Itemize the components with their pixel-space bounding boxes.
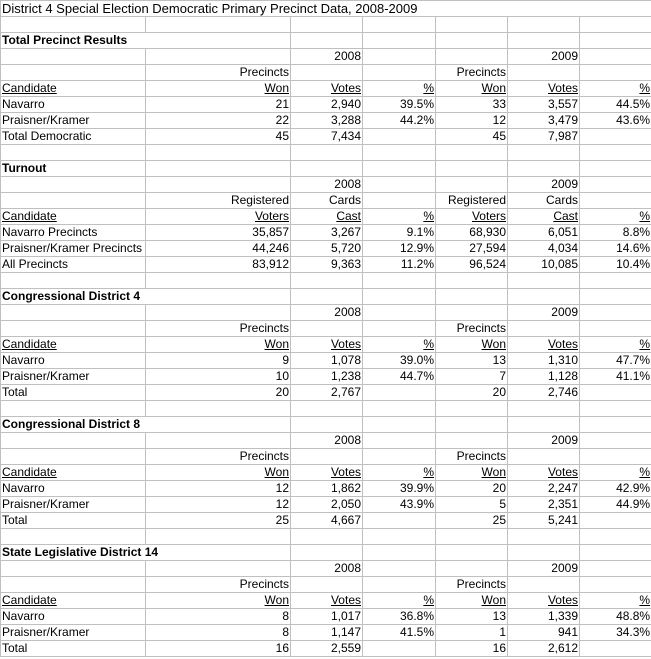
registered-cell[interactable]: 44,246 [146,241,291,257]
header-pct[interactable]: % [580,465,651,481]
header-votes[interactable]: Votes [291,593,363,609]
header-pct[interactable]: % [580,209,651,225]
header-pct[interactable]: % [363,465,436,481]
candidate-cell[interactable]: Praisner/Kramer Precincts [1,241,146,257]
column-header-row [1,81,651,97]
section-heading-row [1,289,651,305]
pct-cell[interactable]: 48.8% [580,609,651,625]
won-cell[interactable]: 8 [146,625,291,641]
year-2008-cell[interactable]: 2008 [291,49,363,65]
section-heading-row [1,161,651,177]
pct-cell[interactable] [580,129,651,145]
header-precincts[interactable]: Precincts [146,321,291,337]
candidate-cell[interactable]: Praisner/Kramer [1,497,146,513]
cast-cell[interactable]: 3,267 [291,225,363,241]
votes-cell[interactable]: 1,862 [291,481,363,497]
section-heading-cd8[interactable]: Congressional District 8 [1,417,291,433]
pct-cell[interactable]: 47.7% [580,353,651,369]
votes-cell[interactable]: 2,612 [508,641,580,657]
registered-cell[interactable]: 83,912 [146,257,291,273]
votes-cell[interactable]: 2,351 [508,497,580,513]
candidate-cell[interactable]: Navarro [1,97,146,113]
won-cell[interactable]: 12 [436,113,508,129]
table-row [1,385,651,401]
won-cell[interactable]: 25 [436,513,508,529]
subheader-row [1,65,651,81]
pct-cell[interactable]: 36.8% [363,609,436,625]
cast-cell[interactable]: 5,720 [291,241,363,257]
votes-cell[interactable]: 2,940 [291,97,363,113]
cast-cell[interactable]: 6,051 [508,225,580,241]
column-header-row [1,209,651,225]
pct-cell[interactable]: 12.9% [363,241,436,257]
pct-cell[interactable]: 39.5% [363,97,436,113]
header-precincts[interactable]: Precincts [436,577,508,593]
pct-cell[interactable]: 39.9% [363,481,436,497]
header-registered[interactable]: Registered [436,193,508,209]
pct-cell[interactable]: 34.3% [580,625,651,641]
registered-cell[interactable]: 96,524 [436,257,508,273]
votes-cell[interactable]: 2,767 [291,385,363,401]
header-pct[interactable]: % [363,337,436,353]
candidate-cell[interactable]: Total [1,513,146,529]
year-row [1,177,651,193]
pct-cell[interactable] [363,385,436,401]
pct-cell[interactable]: 41.5% [363,625,436,641]
won-cell[interactable]: 13 [436,609,508,625]
pct-cell[interactable]: 39.0% [363,353,436,369]
won-cell[interactable]: 7 [436,369,508,385]
table-row [1,225,651,241]
blank-row [1,401,651,417]
header-won[interactable]: Won [436,337,508,353]
table-row [1,497,651,513]
won-cell[interactable]: 12 [146,481,291,497]
votes-cell[interactable]: 2,746 [508,385,580,401]
header-votes[interactable]: Votes [291,81,363,97]
table-row [1,257,651,273]
header-precincts[interactable]: Precincts [146,65,291,81]
header-votes[interactable]: Votes [291,337,363,353]
pct-cell[interactable]: 41.1% [580,369,651,385]
won-cell[interactable]: 45 [436,129,508,145]
header-votes[interactable]: Votes [508,465,580,481]
column-header-row [1,465,651,481]
header-precincts[interactable]: Precincts [146,577,291,593]
registered-cell[interactable]: 35,857 [146,225,291,241]
header-votes[interactable]: Votes [508,81,580,97]
table-row [1,625,651,641]
won-cell[interactable]: 16 [146,641,291,657]
votes-cell[interactable]: 4,667 [291,513,363,529]
header-cards[interactable]: Cards [291,193,363,209]
pct-cell[interactable]: 14.6% [580,241,651,257]
won-cell[interactable]: 8 [146,609,291,625]
year-2009-cell[interactable]: 2009 [508,561,580,577]
table-row [1,609,651,625]
pct-cell[interactable]: 44.5% [580,97,651,113]
header-candidate[interactable]: Candidate [1,337,146,353]
subheader-row [1,193,651,209]
year-row [1,561,651,577]
pct-cell[interactable]: 10.4% [580,257,651,273]
votes-cell[interactable]: 1,078 [291,353,363,369]
header-candidate[interactable]: Candidate [1,593,146,609]
candidate-cell[interactable]: Praisner/Kramer [1,369,146,385]
header-won[interactable]: Won [436,593,508,609]
pct-cell[interactable]: 42.9% [580,481,651,497]
section-heading-cd4[interactable]: Congressional District 4 [1,289,291,305]
table-row [1,113,651,129]
won-cell[interactable]: 12 [146,497,291,513]
pct-cell[interactable]: 44.9% [580,497,651,513]
table-row [1,369,651,385]
header-won[interactable]: Won [436,465,508,481]
votes-cell[interactable]: 1,339 [508,609,580,625]
votes-cell[interactable]: 1,147 [291,625,363,641]
header-voters[interactable]: Voters [146,209,291,225]
pct-cell[interactable]: 43.9% [363,497,436,513]
year-2008-cell[interactable]: 2008 [291,433,363,449]
candidate-cell[interactable]: Navarro [1,609,146,625]
registered-cell[interactable]: 27,594 [436,241,508,257]
header-precincts[interactable]: Precincts [436,65,508,81]
header-precincts[interactable]: Precincts [146,449,291,465]
header-registered[interactable]: Registered [146,193,291,209]
header-voters[interactable]: Voters [436,209,508,225]
header-won[interactable]: Won [436,81,508,97]
won-cell[interactable]: 21 [146,97,291,113]
candidate-cell[interactable]: Navarro [1,481,146,497]
header-candidate[interactable]: Candidate [1,209,146,225]
header-cast[interactable]: Cast [508,209,580,225]
pct-cell[interactable] [580,641,651,657]
year-2008-cell[interactable]: 2008 [291,305,363,321]
won-cell[interactable]: 9 [146,353,291,369]
votes-cell[interactable]: 3,288 [291,113,363,129]
header-pct[interactable]: % [363,209,436,225]
sheet-title[interactable]: District 4 Special Election Democratic Primary Precinct Data, 2008-2009 [1,1,651,17]
cast-cell[interactable]: 10,085 [508,257,580,273]
candidate-cell[interactable]: Total Democratic [1,129,146,145]
pct-cell[interactable] [580,385,651,401]
won-cell[interactable]: 20 [146,385,291,401]
header-precincts[interactable]: Precincts [436,321,508,337]
candidate-cell[interactable]: Navarro [1,353,146,369]
subheader-row [1,449,651,465]
year-2009-cell[interactable]: 2009 [508,433,580,449]
header-won[interactable]: Won [146,337,291,353]
candidate-cell[interactable]: Total [1,385,146,401]
votes-cell[interactable]: 1,310 [508,353,580,369]
header-votes[interactable]: Votes [291,465,363,481]
header-cast[interactable]: Cast [291,209,363,225]
candidate-cell[interactable]: Total [1,641,146,657]
header-pct[interactable]: % [580,337,651,353]
table-row [1,481,651,497]
table-row [1,513,651,529]
candidate-cell[interactable]: Navarro Precincts [1,225,146,241]
header-pct[interactable]: % [580,593,651,609]
year-2009-cell[interactable]: 2009 [508,177,580,193]
pct-cell[interactable]: 43.6% [580,113,651,129]
cast-cell[interactable]: 9,363 [291,257,363,273]
won-cell[interactable]: 1 [436,625,508,641]
table-row [1,641,651,657]
won-cell[interactable]: 25 [146,513,291,529]
header-precincts[interactable]: Precincts [436,449,508,465]
won-cell[interactable]: 13 [436,353,508,369]
header-cards[interactable]: Cards [508,193,580,209]
candidate-cell[interactable]: Praisner/Kramer [1,113,146,129]
header-pct[interactable]: % [580,81,651,97]
header-won[interactable]: Won [146,593,291,609]
subheader-row [1,321,651,337]
votes-cell[interactable]: 7,987 [508,129,580,145]
votes-cell[interactable]: 7,434 [291,129,363,145]
header-candidate[interactable]: Candidate [1,465,146,481]
pct-cell[interactable]: 44.7% [363,369,436,385]
section-heading-total[interactable]: Total Precinct Results [1,33,291,49]
column-header-row [1,337,651,353]
won-cell[interactable]: 22 [146,113,291,129]
votes-cell[interactable]: 1,128 [508,369,580,385]
year-row [1,305,651,321]
votes-cell[interactable]: 5,241 [508,513,580,529]
header-pct[interactable]: % [363,593,436,609]
year-2009-cell[interactable]: 2009 [508,49,580,65]
pct-cell[interactable] [363,641,436,657]
votes-cell[interactable]: 1,017 [291,609,363,625]
table-row [1,97,651,113]
won-cell[interactable]: 16 [436,641,508,657]
won-cell[interactable]: 33 [436,97,508,113]
candidate-cell[interactable]: Praisner/Kramer [1,625,146,641]
year-row [1,433,651,449]
votes-cell[interactable]: 941 [508,625,580,641]
year-2008-cell[interactable]: 2008 [291,561,363,577]
title-row [1,1,651,17]
won-cell[interactable]: 5 [436,497,508,513]
table-row [1,241,651,257]
pct-cell[interactable] [363,129,436,145]
section-heading-row [1,417,651,433]
pct-cell[interactable] [580,513,651,529]
year-2008-cell[interactable]: 2008 [291,177,363,193]
votes-cell[interactable]: 2,050 [291,497,363,513]
pct-cell[interactable]: 11.2% [363,257,436,273]
table-row [1,129,651,145]
blank-row [1,17,651,33]
header-pct[interactable]: % [363,81,436,97]
pct-cell[interactable]: 9.1% [363,225,436,241]
votes-cell[interactable]: 2,559 [291,641,363,657]
year-row [1,49,651,65]
registered-cell[interactable]: 68,930 [436,225,508,241]
won-cell[interactable]: 45 [146,129,291,145]
header-won[interactable]: Won [146,81,291,97]
subheader-row [1,577,651,593]
section-heading-turnout[interactable]: Turnout [1,161,146,177]
section-heading-row [1,33,651,49]
cast-cell[interactable]: 4,034 [508,241,580,257]
candidate-cell[interactable]: All Precincts [1,257,146,273]
year-2009-cell[interactable]: 2009 [508,305,580,321]
votes-cell[interactable]: 3,479 [508,113,580,129]
header-won[interactable]: Won [146,465,291,481]
pct-cell[interactable] [363,513,436,529]
header-candidate[interactable]: Candidate [1,81,146,97]
pct-cell[interactable]: 8.8% [580,225,651,241]
votes-cell[interactable]: 3,557 [508,97,580,113]
won-cell[interactable]: 20 [436,481,508,497]
header-votes[interactable]: Votes [508,337,580,353]
won-cell[interactable]: 10 [146,369,291,385]
column-header-row [1,593,651,609]
section-heading-ld14[interactable]: State Legislative District 14 [1,545,291,561]
votes-cell[interactable]: 1,238 [291,369,363,385]
header-votes[interactable]: Votes [508,593,580,609]
votes-cell[interactable]: 2,247 [508,481,580,497]
section-heading-row [1,545,651,561]
blank-row [1,145,651,161]
won-cell[interactable]: 20 [436,385,508,401]
blank-row [1,529,651,545]
pct-cell[interactable]: 44.2% [363,113,436,129]
blank-row [1,273,651,289]
table-row [1,353,651,369]
